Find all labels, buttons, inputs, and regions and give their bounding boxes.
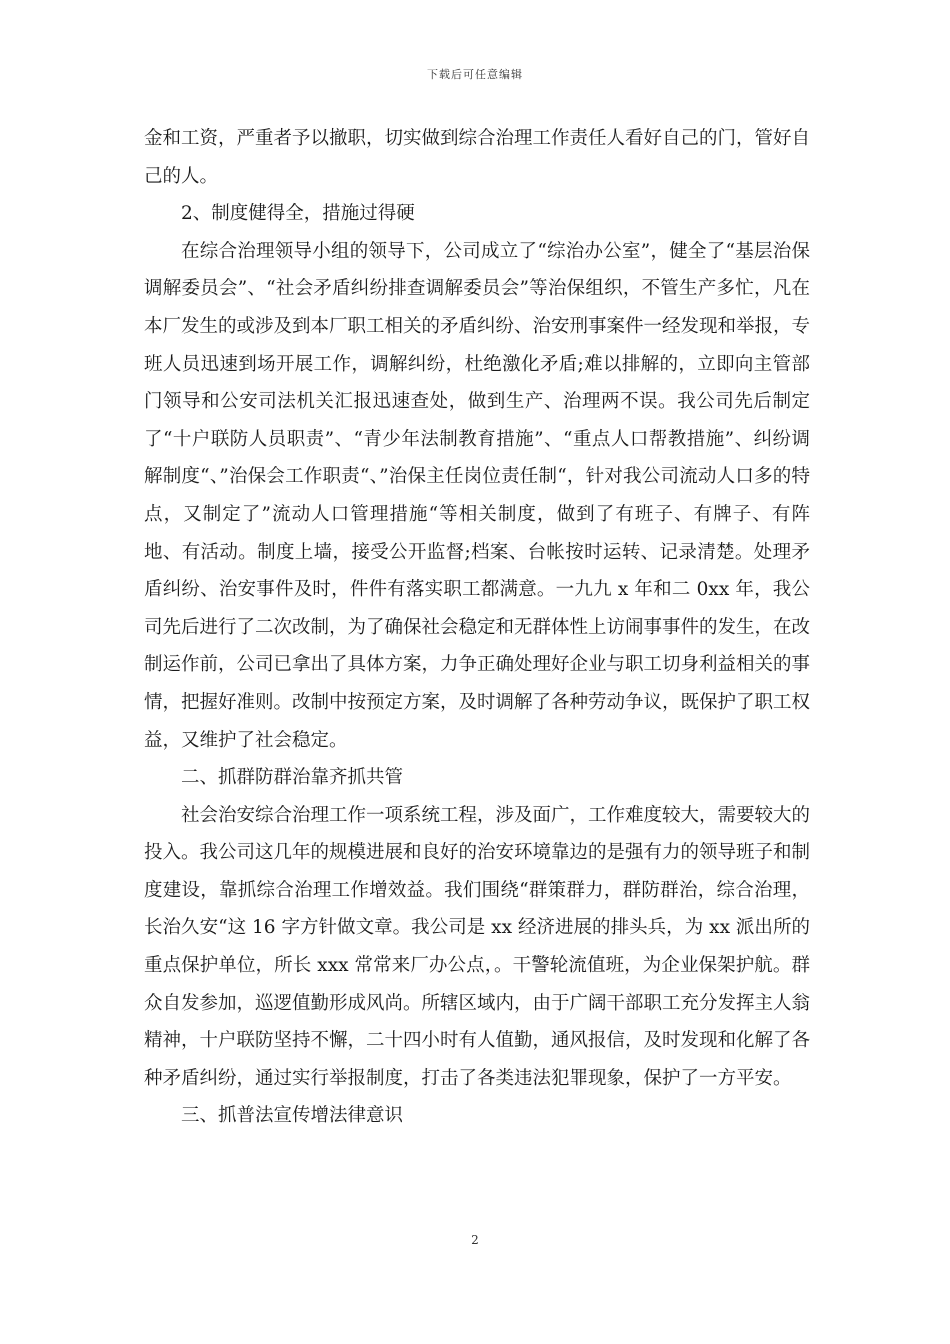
page-header: 下载后可任意编辑 [427,68,523,81]
section-heading-measures: 2、制度健得全，措施过得硬 [181,203,415,225]
section-heading-mass-prevention: 二、抓群防群治靠齐抓共管 [181,767,404,789]
body-paragraph-mass-prevention: 社会治安综合治理工作一项系统工程，涉及面广，工作难度较大，需要较大的投入。我公司这几年的规模进展和良好的治安环境靠边的是强有力的领导班子和制度建设，靠抓综合治理工作增效益。我们围绕“群策群力，群防群治，综合治理，长治久安“这 16 字方针做文章。我公司是 xx 经济进展的排头兵，为 xx 派出所的重点保护单位，所长 xxx 常常来厂办公点，。干警轮流值班，为企业保架护航。群众自发参加，巡逻值勤形成风尚。所辖区域内，由于广阔干部职工充分发挥主人翁精神，十户联防坚持不懈，二十四小时有人值勤，通风报信，及时发现和化解了各种矛盾纠纷，通过实行举报制度，打击了各类违法犯罪现象，保护了一方平安。 [144,804,811,1089]
page-number: 2 [471,1233,479,1247]
continuation-paragraph: 金和工资，严重者予以撤职，切实做到综合治理工作责任人看好自己的门，管好自己的人。 [144,128,811,187]
document-body [144,120,810,1135]
body-paragraph-system: 在综合治理领导小组的领导下，公司成立了“综治办公室”，健全了“基层治保调解委员会”、“社会矛盾纠纷排查调解委员会”等治保组织，不管生产多忙，凡在本厂发生的或涉及到本厂职工相关的矛盾纠纷、治安刑事案件一经发现和举报，专班人员迅速到场开展工作，调解纠纷，杜绝激化矛盾;难以排解的，立即向主管部门领导和公安司法机关汇报迅速查处，做到生产、治理两不误。我公司先后制定了“十户联防人员职责”、“青少年法制教育措施”、“重点人口帮教措施”、纠纷调解制度“、”治保会工作职责“、”治保主任岗位责任制“，针对我公司流动人口多的特点，又制定了”流动人口管理措施“等相关制度，做到了有班子、有牌子、有阵地、有活动。制度上墙，接受公开监督;档案、台帐按时运转、记录清楚。处理矛盾纠纷、治安事件及时，件件有落实职工都满意。一九九 x 年和二 0xx 年，我公司先后进行了二次改制，为了确保社会稳定和无群体性上访闹事事件的发生，在改制运作前，公司已拿出了具体方案，力争正确处理好企业与职工切身利益相关的事情，把握好准则。改制中按预定方案，及时调解了各种劳动争议，既保护了职工权益，又维护了社会稳定。 [144,240,811,751]
section-heading-legal-awareness: 三、抓普法宣传增法律意识 [181,1105,404,1127]
